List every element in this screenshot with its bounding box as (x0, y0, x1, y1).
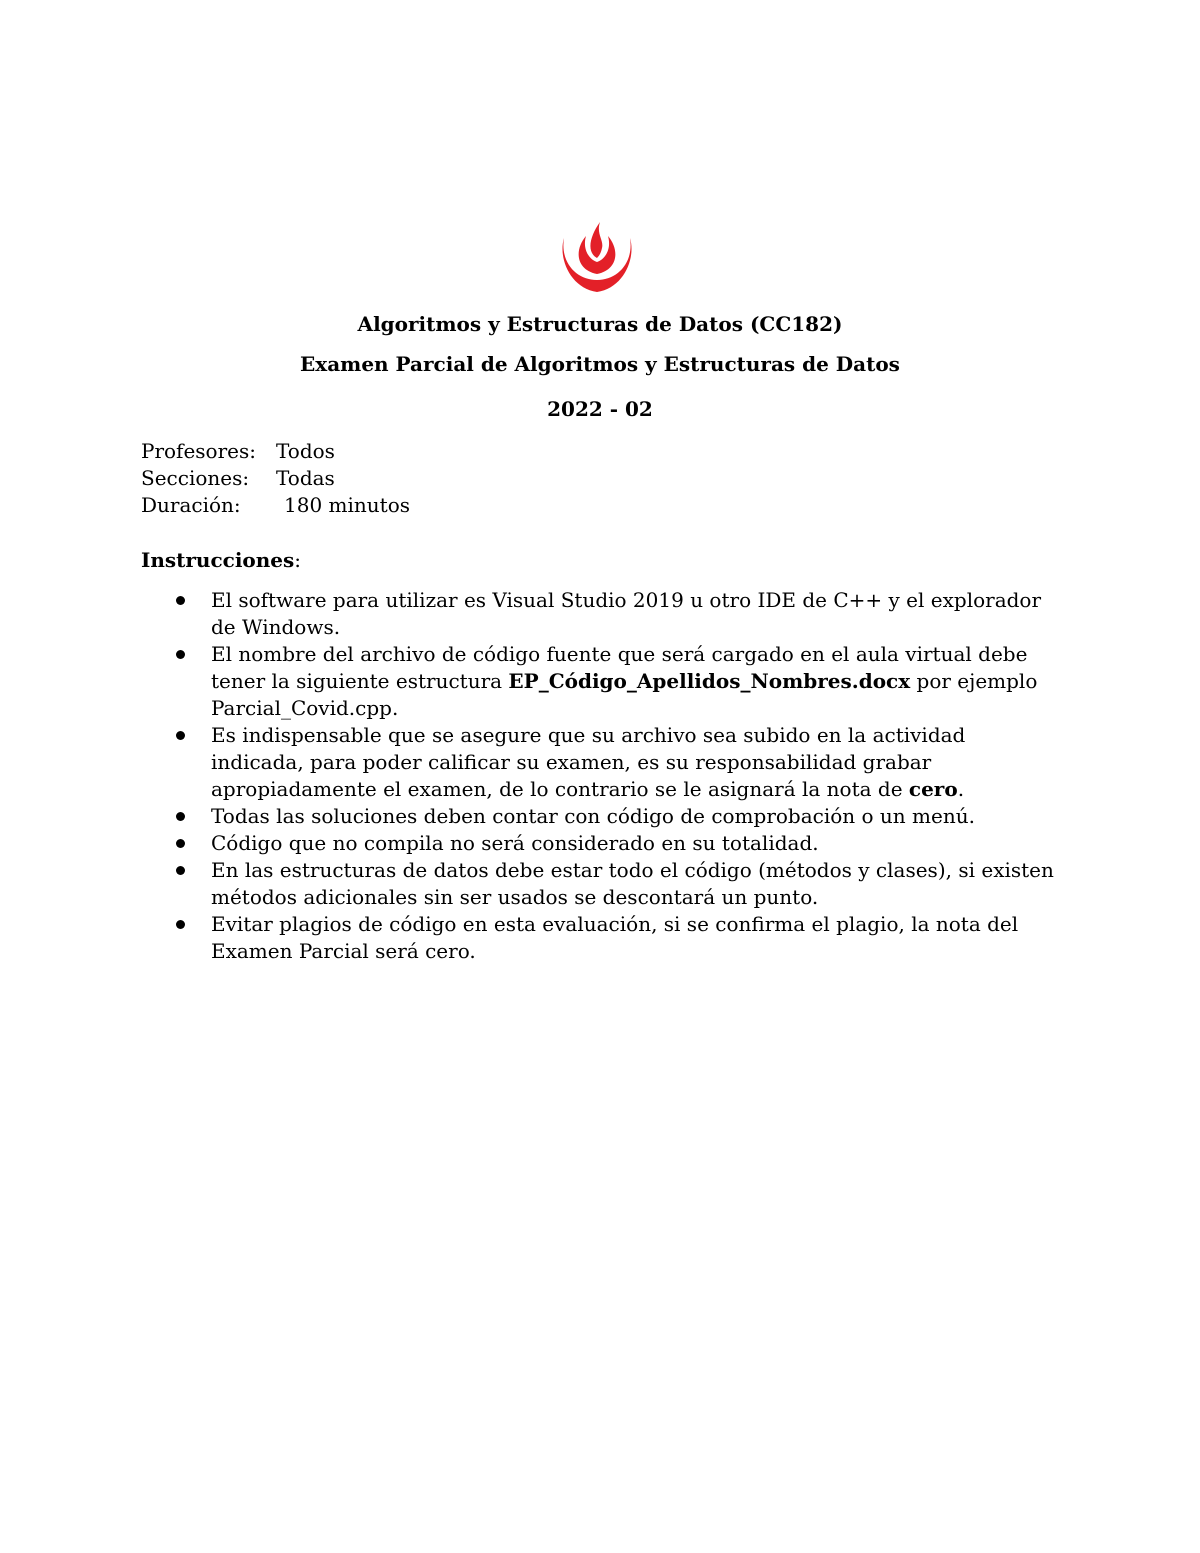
bullet-icon (176, 839, 185, 848)
instructions-heading (141, 547, 301, 574)
bullet-icon (176, 596, 185, 605)
secciones-label: Secciones: (141, 466, 250, 490)
instruction-text-post: . (957, 777, 965, 801)
instruction-item (141, 830, 1061, 857)
bullet-icon (176, 920, 185, 929)
duracion-label: Duración: (141, 493, 241, 517)
profesores-label: Profesores: (141, 439, 256, 463)
instructions-heading-colon: : (294, 548, 302, 572)
exam-meta (141, 438, 410, 519)
bullet-icon (176, 866, 185, 875)
instruction-item (141, 803, 1061, 830)
secciones-value: Todas (276, 466, 335, 490)
bullet-icon (176, 650, 185, 659)
meta-row-duracion (141, 492, 410, 519)
grade-zero: cero (908, 777, 958, 801)
bullet-icon (176, 812, 185, 821)
filename-format: EP_Código_Apellidos_Nombres.docx (508, 669, 911, 693)
meta-row-secciones (141, 465, 410, 492)
instruction-item (141, 722, 1061, 803)
exam-title: Examen Parcial de Algoritmos y Estructuras de Datos (300, 352, 900, 376)
upc-flame-logo-icon (556, 218, 638, 294)
course-title: Algoritmos y Estructuras de Datos (CC182) (357, 312, 843, 336)
instruction-text: En las estructuras de datos debe estar todo el código (métodos y clases), si existen métodos adicionales sin ser usados se descontará un punto. (211, 858, 1054, 909)
instruction-item (141, 857, 1061, 911)
bullet-icon (176, 731, 185, 740)
instruction-text: Evitar plagios de código en esta evaluación, si se confirma el plagio, la nota del Examen Parcial será cero. (211, 912, 1019, 963)
instruction-text: Código que no compila no será considerado en su totalidad. (211, 831, 819, 855)
duracion-value: 180 minutos (284, 493, 410, 517)
instruction-item (141, 641, 1061, 722)
instruction-item (141, 911, 1061, 965)
profesores-value: Todos (276, 439, 335, 463)
instruction-text: El software para utilizar es Visual Studio 2019 u otro IDE de C++ y el explorador de Windows. (211, 588, 1042, 639)
instruction-text: Todas las soluciones deben contar con código de comprobación o un menú. (211, 804, 975, 828)
meta-row-profesores (141, 438, 410, 465)
instructions-list (141, 587, 1061, 965)
instruction-item (141, 587, 1061, 641)
instructions-heading-text: Instrucciones (141, 548, 295, 572)
instruction-text-pre: El nombre del archivo de código fuente que será cargado en el aula virtual debe tener la siguiente estructura (211, 642, 1028, 693)
instruction-text-post: por ejemplo Parcial_Covid.cpp. (211, 669, 1038, 720)
exam-term: 2022 - 02 (547, 397, 653, 421)
instruction-text-pre: Es indispensable que se asegure que su archivo sea subido en la actividad indicada, para poder calificar su examen, es su responsabilidad grabar apropiadamente el examen, de lo contrario se le asignará la nota de (211, 723, 966, 801)
